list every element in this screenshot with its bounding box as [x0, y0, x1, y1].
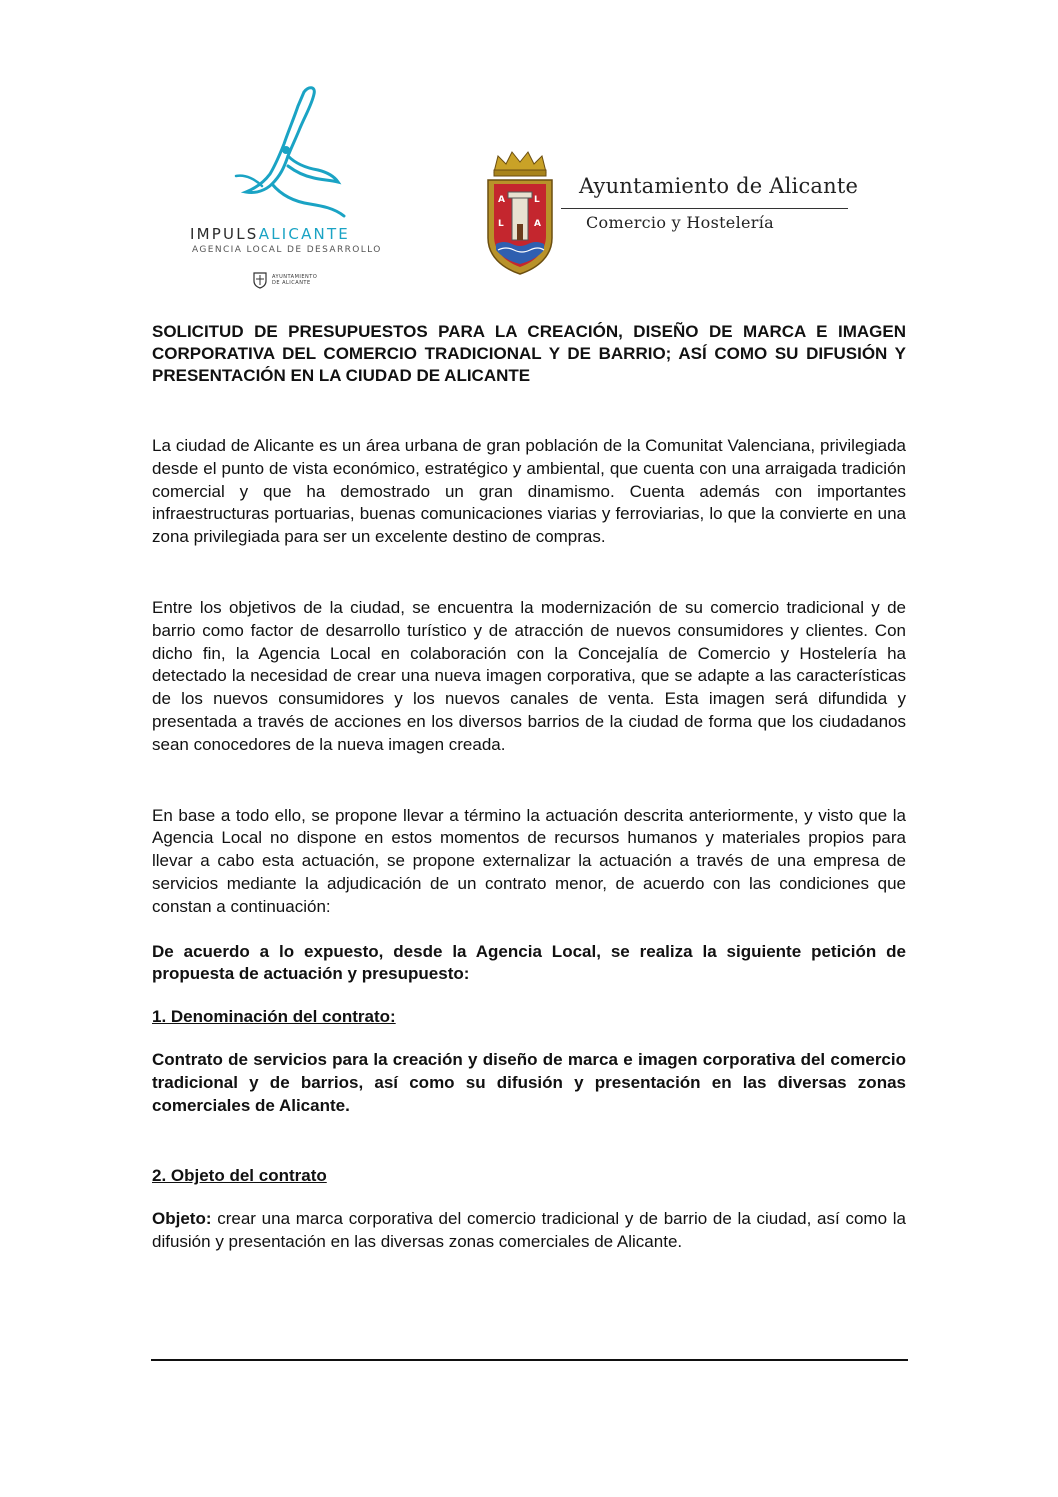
- request-statement: De acuerdo a lo expuesto, desde la Agencia Local, se realiza la siguiente petición de propuesta de actuación y presupuesto:: [152, 941, 906, 984]
- coat-of-arms-icon: [484, 150, 556, 278]
- impulsa-wordmark-part1: IMPULS: [190, 225, 259, 243]
- document-body: [152, 321, 906, 1254]
- ayuntamiento-logo: [484, 150, 864, 280]
- section2-label: Objeto:: [152, 1209, 212, 1229]
- paragraph-intro: La ciudad de Alicante es un área urbana de gran población de la Comunitat Valenciana, privilegiada desde el punto de vista económico, estratégico y ambiental, que cuenta con una arraigada tradición comercial y que ha demostrado un gran dinamismo. Cuenta además con importantes infraestructuras portuarias, buenas comunicaciones viarias y ferroviarias, lo que la convierte en una zona privilegiada para ser un excelente destino de compras.: [152, 436, 906, 547]
- section2-heading: 2. Objeto del contrato: [152, 1166, 327, 1186]
- svg-text:A: A: [498, 195, 505, 205]
- ayuntamiento-title: Ayuntamiento de Alicante: [579, 174, 859, 198]
- ayuntamiento-subtitle: Comercio y Hostelería: [586, 213, 774, 232]
- diver-figure-icon: [226, 84, 356, 229]
- impulsa-wordmark: [190, 225, 350, 243]
- impulsa-wordmark-part2: ALICANTE: [258, 225, 350, 243]
- mini-seal-text-line2: DE ALICANTE: [272, 280, 311, 286]
- mini-seal-icon: [252, 271, 268, 289]
- section1-body: Contrato de servicios para la creación y diseño de marca e imagen corporativa del comercio tradicional y de barrios, así como su difusión y presentación en las diversas zonas comerciales de Alicante.: [152, 1049, 906, 1115]
- section2-paragraph: [152, 1208, 906, 1254]
- svg-text:L: L: [534, 195, 540, 205]
- mini-seal-text-line1: AYUNTAMIENTO: [272, 274, 318, 280]
- impulsa-alicante-logo: [186, 84, 386, 294]
- impulsa-subtitle: AGENCIA LOCAL DE DESARROLLO: [192, 245, 382, 255]
- paragraph-objectives: Entre los objetivos de la ciudad, se encuentra la modernización de su comercio tradicional y de barrio como factor de desarrollo turístico y de atracción de nuevos consumidores y clientes. Con dicho fin, la Agencia Local en colaboración con la Concejalía de Comercio y Hostelería ha detectado la necesidad de crear una nueva imagen corporativa, que se adapte a las características de los nuevos consumidores y los nuevos canales de venta. Esta imagen será difundida y presentada a través de acciones en los diversos barrios de la ciudad de forma que los ciudadanos sean conocedores de la nueva imagen creada.: [152, 597, 906, 754]
- svg-text:L: L: [498, 219, 504, 229]
- paragraph-proposal: En base a todo ello, se propone llevar a término la actuación descrita anteriormente, y visto que la Agencia Local no dispone en estos momentos de recursos humanos y materiales propios para llevar a cabo esta actuación, se propone externalizar la actuación a través de una empresa de servicios mediante la adjudicación de un contrato menor, de acuerdo con las condiciones que constan a continuación:: [152, 805, 906, 916]
- footer-divider: [151, 1359, 908, 1361]
- mini-seal-text: [272, 274, 317, 286]
- section2-body: crear una marca corporativa del comercio tradicional y de barrio de la ciudad, así como la difusión y presentación en las diversas zonas comerciales de Alicante.: [152, 1209, 906, 1251]
- ayuntamiento-divider: [561, 208, 848, 209]
- document-title: SOLICITUD DE PRESUPUESTOS PARA LA CREACIÓN, DISEÑO DE MARCA E IMAGEN CORPORATIVA DEL COMERCIO TRADICIONAL Y DE BARRIO; ASÍ COMO SU DIFUSIÓN Y PRESENTACIÓN EN LA CIUDAD DE ALICANTE: [152, 322, 906, 385]
- svg-text:A: A: [534, 219, 541, 229]
- section1-heading: 1. Denominación del contrato:: [152, 1007, 396, 1027]
